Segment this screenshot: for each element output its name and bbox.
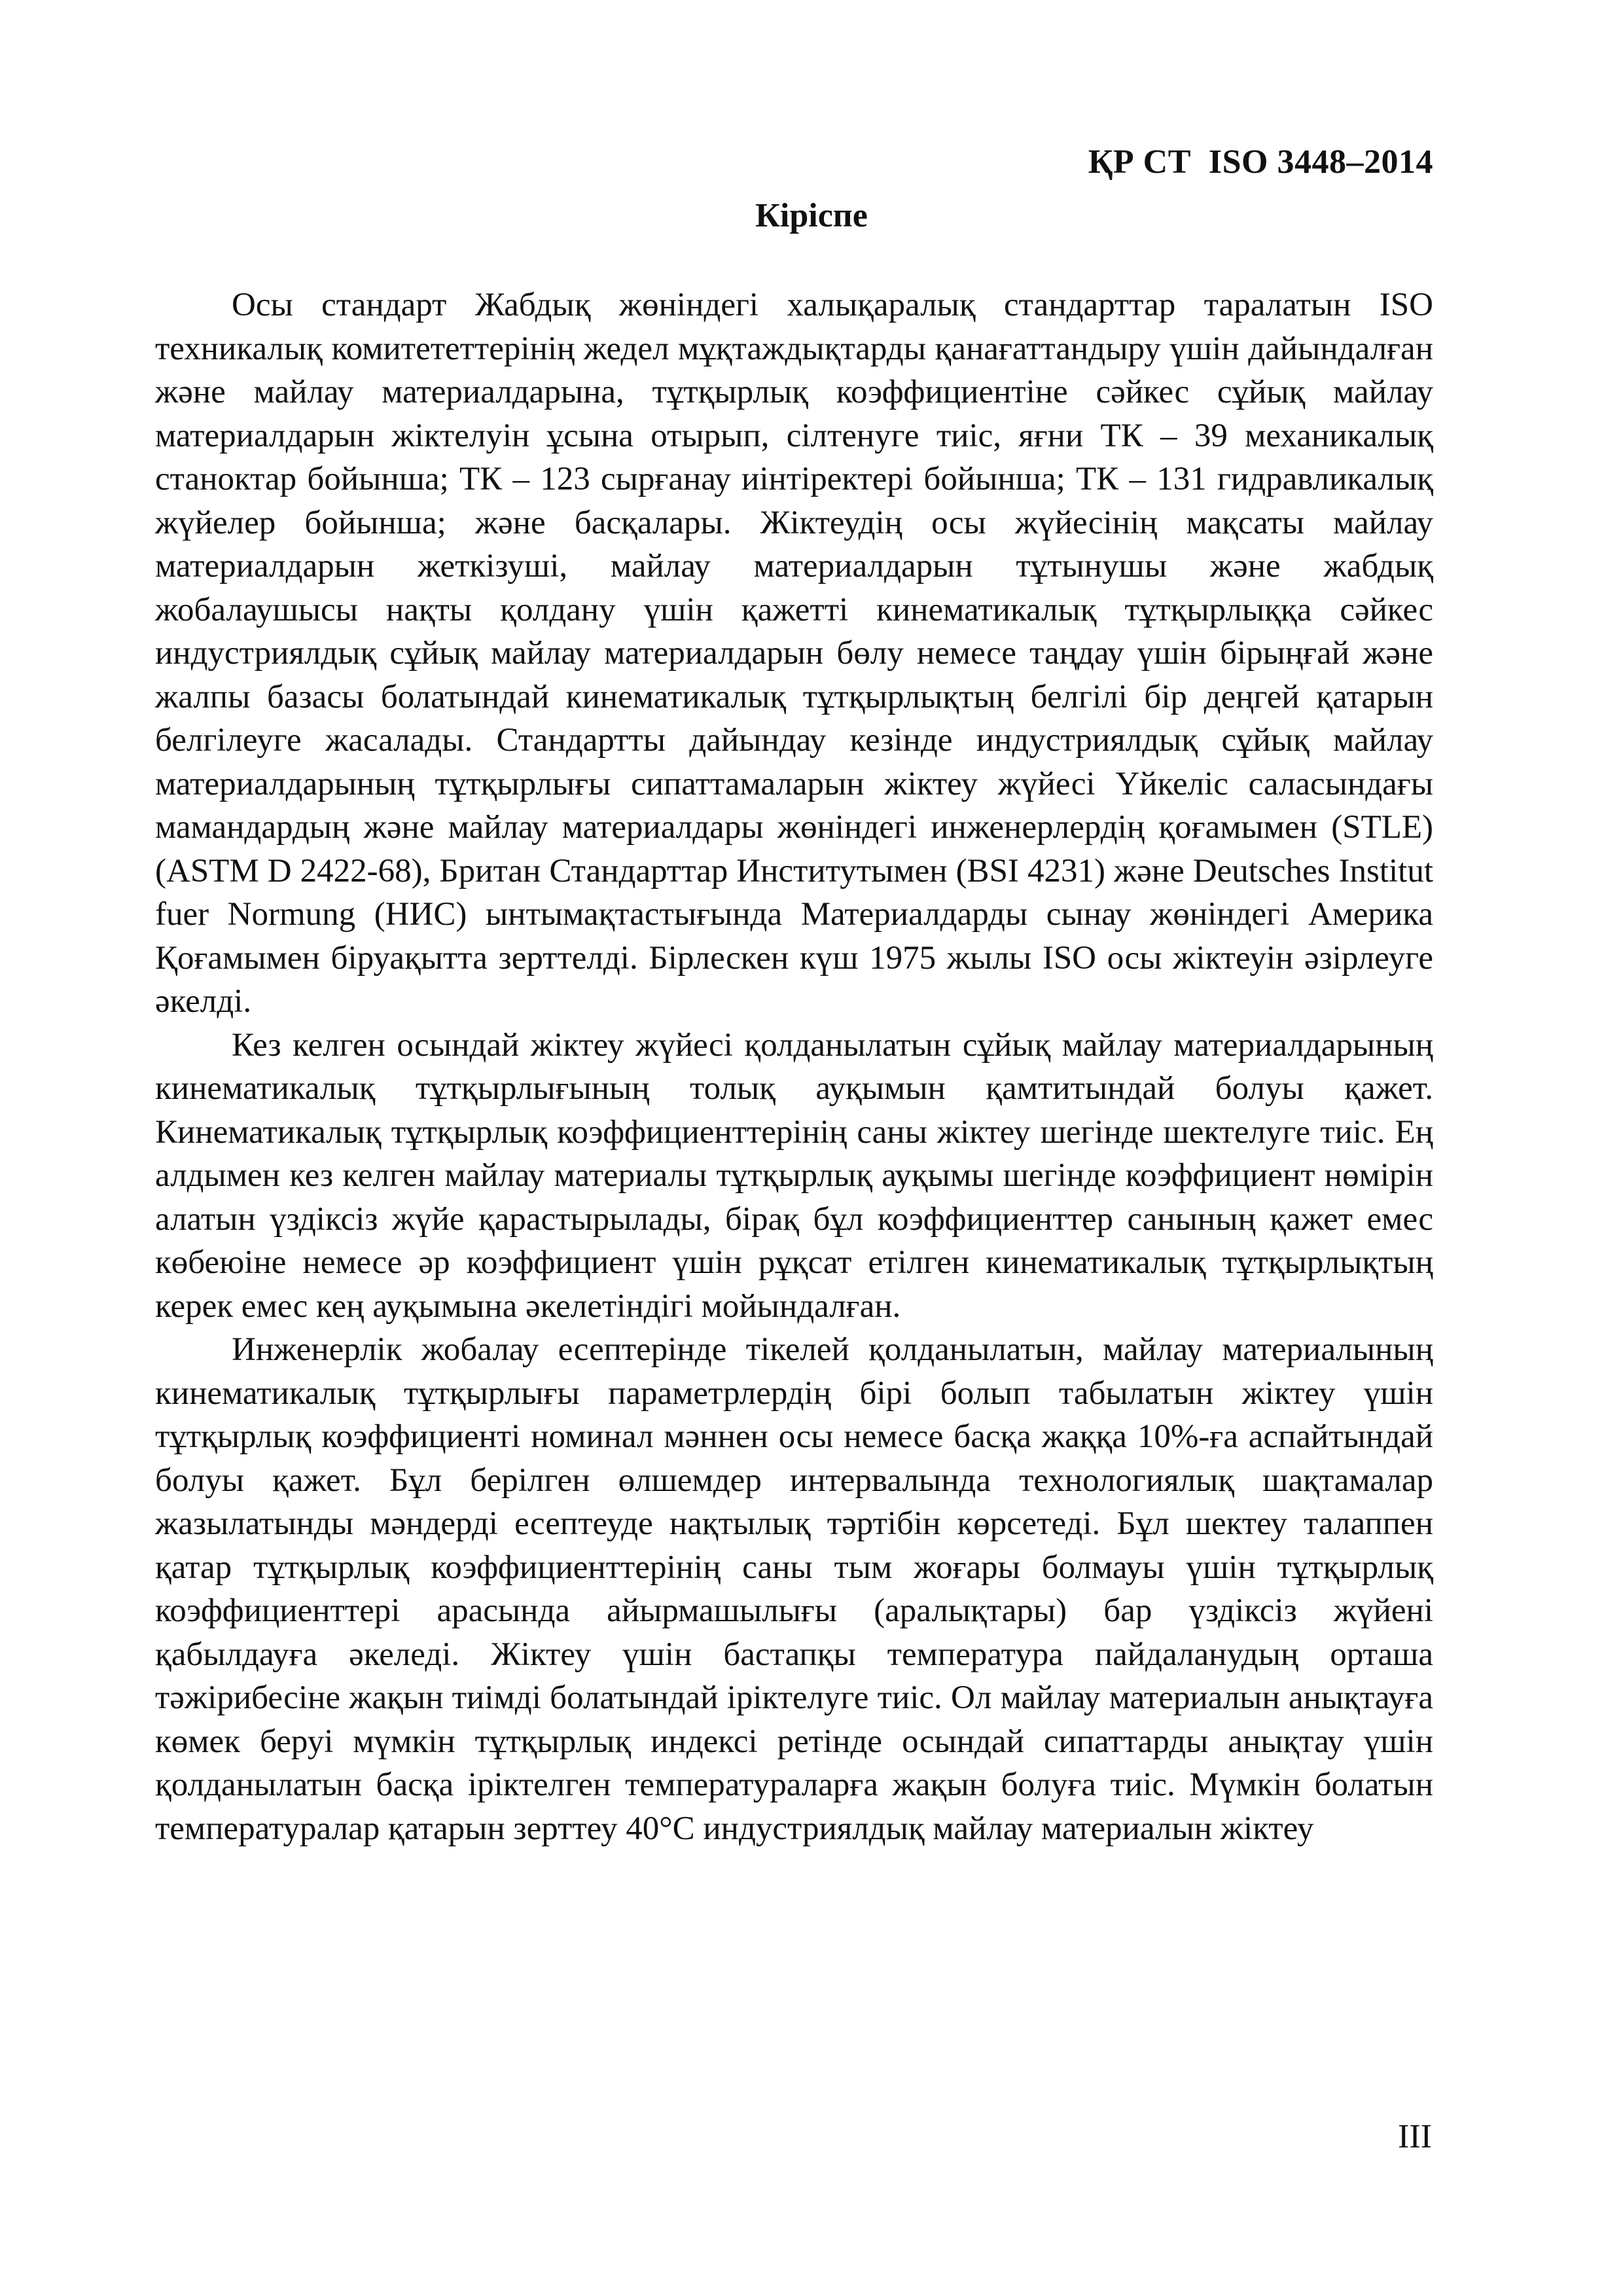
paragraph: Осы стандарт Жабдық жөніндегі халықаралық стандарттар таралатын ISO техникалық комитететтерінің жедел мұқтаждықтарды қанағаттандыру үшін дайындалған және майлау материалдарына, тұтқырлық коэффициентіне сәйкес сұйық майлау материалдарын жіктелуін ұсына отырып, сілтенуге тиіс, яғни ТК – 39 механикалық станоктар бойынша; ТК – 123 сырғанау иінтіректері бойынша; ТК – 131 гидравликалық жүйелер бойынша; және басқалары. Жіктеудің осы жүйесінің мақсаты майлау материалдарын жеткізуші, майлау материалдарын тұтынушы және жабдық жобалаушысы нақты қолдану үшін қажетті кинематикалық тұтқырлыққа сәйкес индустриялдық сұйық майлау материалдарын бөлу немесе таңдау үшін бірыңғай және жалпы базасы болатындай кинематикалық тұтқырлықтың белгілі бір деңгей қатарын белгілеуге жасалады. Стандартты дайындау кезінде индустриялдық сұйық майлау материалдарының тұтқырлығы сипаттамаларын жіктеу жүйесі Үйкеліс саласындағы мамандардың және майлау материалдары жөніндегі инженерлердің қоғамымен (STLE) (ASTM D 2422-68), Британ Стандарттар Институтымен (BSI 4231) және Deutsches Institut fuer Normung (НИС) ынтымақтастығында Материалдарды сынау жөніндегі Америка Қоғамымен біруақытта зерттелді. Бірлескен күш 1975 жылы ISO осы жіктеуін әзірлеуге әкелді. — [155, 287, 1433, 1020]
page-number: III — [1398, 2118, 1432, 2155]
body-text — [155, 283, 1433, 1850]
paragraph: Кез келген осындай жіктеу жүйесі қолданылатын сұйық майлау материалдарының кинематикалық тұтқырлығының толық ауқымын қамтитындай болуы қажет. Кинематикалық тұтқырлық коэффициенттерінің саны жіктеу шегінде шектелуге тиіс. Ең алдымен кез келген майлау материалы тұтқырлық ауқымы шегінде коэффициент нөмірін алатын үздіксіз жүйе қарастырылады, бірақ бұл коэффициенттер санының қажет емес көбеюіне немесе әр коэффициент үшін рұқсат етілген кинематикалық тұтқырлықтың керек емес кең ауқымына әкелетіндігі мойындалған. — [155, 1026, 1433, 1325]
document-number: ҚР СТ ISO 3448–2014 — [1088, 143, 1433, 181]
section-title: Кіріспе — [755, 197, 868, 234]
paragraph: Инженерлік жобалау есептерінде тікелей қолданылатын, майлау материалының кинематикалық тұтқырлығы параметрлердің бірі болып табылатын жіктеу үшін тұтқырлық коэффициенті номинал мәннен осы немесе басқа жаққа 10%-ға аспайтындай болуы қажет. Бұл берілген өлшемдер интервалында технологиялық шақтамалар жазылатынды мәндерді есептеуде нақтылық тәртібін көрсетеді. Бұл шектеу талаппен қатар тұтқырлық коэффициенттерінің саны тым жоғары болмауы үшін тұтқырлық коэффициенттері арасында айырмашылығы (аралықтары) бар үздіксіз жүйені қабылдауға әкеледі. Жіктеу үшін бастапқы температура пайдаланудың орташа тәжірибесіне жақын тиімді болатындай іріктелуге тиіс. Ол майлау материалын анықтауға көмек беруі мүмкін тұтқырлық индексі ретінде осындай сипаттарды анықтау үшін қолданылатын басқа іріктелген температураларға жақын болуға тиіс. Мүмкін болатын температуралар қатарын зерттеу 40°С индустриялдық майлау материалын жіктеу — [155, 1331, 1433, 1847]
